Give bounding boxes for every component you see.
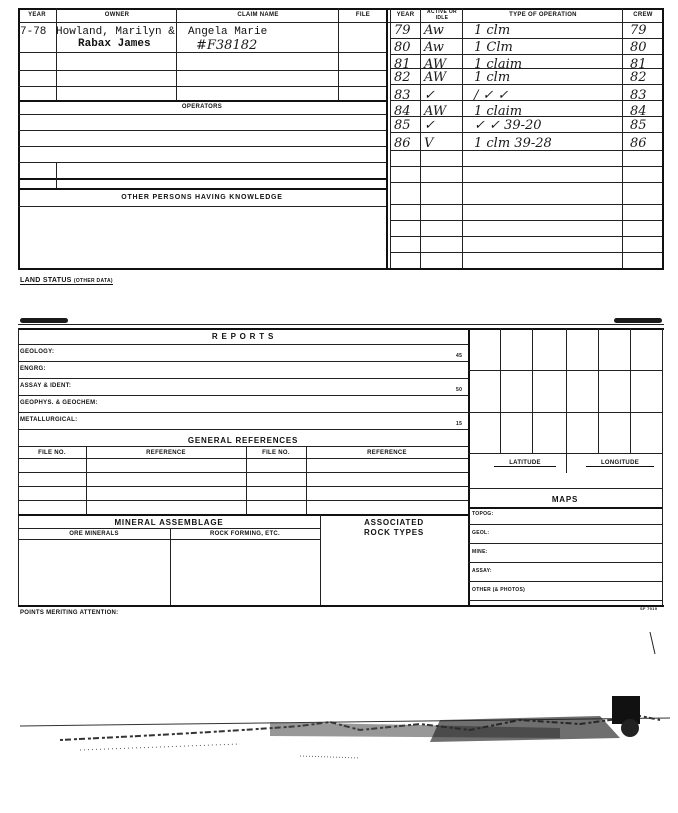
report-row-line xyxy=(18,429,468,430)
row-line-1 xyxy=(18,52,386,53)
reports-title: R E P O R T S xyxy=(211,332,275,341)
ops-row-line-1 xyxy=(390,38,662,39)
map-row-line xyxy=(468,581,662,582)
report-row-label: GEOLOGY: xyxy=(20,349,55,355)
right-panel-edge xyxy=(662,328,663,606)
map-row-line xyxy=(468,524,662,525)
header-file: FILE xyxy=(355,12,371,18)
ops-row-line-11 xyxy=(390,204,662,205)
operation-crew: 82 xyxy=(630,70,647,85)
gen-ref-header-file-1: FILE NO. xyxy=(38,450,66,456)
operation-status: V xyxy=(424,136,434,151)
top-bottom-border xyxy=(18,268,664,270)
operation-type: 1 clm xyxy=(474,23,511,38)
header-claim-name: CLAIM NAME xyxy=(237,12,279,18)
report-row-line xyxy=(18,361,468,362)
binding-mark-right xyxy=(614,318,662,323)
operation-crew: 83 xyxy=(630,88,647,103)
report-row-line xyxy=(18,395,468,396)
row-line-3 xyxy=(18,86,386,87)
grid-row-2 xyxy=(468,412,662,413)
operation-year: 84 xyxy=(394,104,411,119)
operators-line-1 xyxy=(18,114,386,115)
operation-status: AW xyxy=(424,70,447,85)
row-line-2 xyxy=(18,70,386,71)
other-persons-line xyxy=(18,206,386,207)
operation-status: ✓ xyxy=(424,118,435,133)
operation-status: ✓ xyxy=(424,88,435,103)
reports-title-line xyxy=(18,344,468,345)
report-row-label: ENGRG: xyxy=(20,366,46,372)
right-border xyxy=(662,8,664,270)
operators-line-5 xyxy=(18,178,386,180)
report-row-label: METALLURGICAL: xyxy=(20,417,78,423)
report-row-code: 45 xyxy=(456,353,463,359)
grid-row-3 xyxy=(468,453,662,454)
other-persons-label: OTHER PERSONS HAVING KNOWLEDGE xyxy=(121,194,283,201)
reports-top-border xyxy=(18,328,664,330)
header-year: YEAR xyxy=(28,12,46,18)
latlong-line xyxy=(468,488,662,489)
entry-year: 7-78 xyxy=(20,26,47,38)
grid-col-1 xyxy=(500,328,501,453)
map-row-line xyxy=(468,543,662,544)
points-meriting-attention-label: POINTS MERITING ATTENTION: xyxy=(20,610,119,616)
gen-ref-header-reference-2: REFERENCE xyxy=(367,450,407,456)
operators-line-6 xyxy=(18,188,386,190)
top-border xyxy=(18,8,664,10)
entry-owner-line1: Howland, Marilyn & xyxy=(56,26,175,38)
mineral-assemblage-title: MINERAL ASSEMBLAGE xyxy=(114,518,224,527)
grid-col-5 xyxy=(630,328,631,453)
header-owner: OWNER xyxy=(104,12,130,18)
col-divider-crew xyxy=(622,8,623,270)
map-row-label: TOPOG: xyxy=(472,511,494,517)
bottom-border xyxy=(18,605,664,607)
rock-forming-header: ROCK FORMING, ETC. xyxy=(209,531,281,537)
report-row-code: 15 xyxy=(456,421,463,427)
header-crew: CREW xyxy=(633,12,653,18)
grid-col-3 xyxy=(566,328,567,453)
operation-crew: 80 xyxy=(630,40,647,55)
map-row-line xyxy=(468,562,662,563)
binding-line xyxy=(18,324,664,325)
grid-col-4 xyxy=(598,328,599,453)
operation-type: / ✓ ✓ xyxy=(474,88,509,103)
operation-type: 1 clm xyxy=(474,70,511,85)
operators-label: OPERATORS xyxy=(181,104,223,110)
operators-line-3 xyxy=(18,146,386,147)
col-divider-type xyxy=(462,8,463,270)
land-status-label xyxy=(20,277,113,285)
col-divider-active xyxy=(420,8,421,270)
latlong-divider xyxy=(566,453,567,473)
operation-crew: 86 xyxy=(630,136,647,151)
gen-ref-col-3 xyxy=(306,446,307,514)
ops-row-line-14 xyxy=(390,252,662,253)
ops-row-line-13 xyxy=(390,236,662,237)
operation-year: 79 xyxy=(394,23,411,38)
gen-ref-col-1 xyxy=(86,446,87,514)
top-card-section xyxy=(18,8,664,270)
operation-year: 82 xyxy=(394,70,411,85)
operation-year: 80 xyxy=(394,40,411,55)
land-status-text: LAND STATUS xyxy=(20,277,72,284)
operation-year: 81 xyxy=(394,57,411,72)
associated-label: ASSOCIATED xyxy=(364,518,424,527)
operation-status: Aw xyxy=(424,23,444,38)
gen-ref-header-reference-1: REFERENCE xyxy=(146,450,186,456)
operation-year: 86 xyxy=(394,136,411,151)
bottom-card-section xyxy=(18,318,664,608)
map-row-label: ASSAY: xyxy=(472,568,492,574)
operation-year: 83 xyxy=(394,88,411,103)
rock-types-label: ROCK TYPES xyxy=(363,528,424,537)
ops-row-line-9 xyxy=(390,166,662,167)
report-row-code: 50 xyxy=(456,387,463,393)
ops-row-line-10 xyxy=(390,182,662,183)
operation-crew: 85 xyxy=(630,118,647,133)
operation-status: Aw xyxy=(424,40,444,55)
land-status-subtext: (OTHER DATA) xyxy=(73,278,113,284)
map-row-line xyxy=(468,600,662,601)
operation-crew: 79 xyxy=(630,23,647,38)
form-code: SF 7919 xyxy=(640,606,658,611)
header-row-divider xyxy=(18,22,664,23)
gen-ref-col-2 xyxy=(246,446,247,514)
reports-left-border xyxy=(18,328,19,606)
report-row-line xyxy=(18,412,468,413)
operation-type: ✓ ✓ 39-20 xyxy=(474,118,542,133)
map-row-label: OTHER (& PHOTOS) xyxy=(472,587,526,593)
operation-year: 85 xyxy=(394,118,411,133)
ore-minerals-header: ORE MINERALS xyxy=(69,531,119,537)
col-divider-ops xyxy=(386,8,388,270)
operation-crew: 84 xyxy=(630,104,647,119)
entry-owner-line2: Rabax James xyxy=(78,38,151,50)
operation-type: 1 claim xyxy=(474,104,523,119)
report-row-line xyxy=(18,378,468,379)
report-row-label: ASSAY & IDENT: xyxy=(20,383,72,389)
latitude-label: LATITUDE xyxy=(494,460,556,467)
operators-line-4 xyxy=(18,162,386,163)
gen-ref-header-file-2: FILE NO. xyxy=(262,450,290,456)
scan-artifacts xyxy=(0,620,678,810)
maps-title-line xyxy=(468,507,662,509)
operators-line-2 xyxy=(18,130,386,131)
gen-ref-bottom xyxy=(18,514,468,516)
grid-col-2 xyxy=(532,328,533,453)
operation-type: 1 Clm xyxy=(474,40,513,55)
ops-row-line-12 xyxy=(390,220,662,221)
header-active-idle: ACTIVE OR IDLE xyxy=(427,9,457,21)
header-year-ops: YEAR xyxy=(396,12,415,18)
general-references-title: GENERAL REFERENCES xyxy=(187,436,299,445)
operation-type: 1 claim xyxy=(474,57,523,72)
report-row-label: GEOPHYS. & GEOCHEM: xyxy=(20,400,98,406)
operation-status: AW xyxy=(424,57,447,72)
left-border xyxy=(18,8,20,270)
operation-type: 1 clm 39-28 xyxy=(474,136,552,151)
entry-claim-number: #F38182 xyxy=(196,38,258,53)
mineral-col-1 xyxy=(170,528,171,606)
operation-crew: 81 xyxy=(630,57,647,72)
mineral-title-line xyxy=(18,528,320,529)
row-line-4 xyxy=(18,100,386,102)
grid-row-1 xyxy=(468,370,662,371)
maps-title: MAPS xyxy=(551,495,579,504)
operators-col xyxy=(56,162,57,188)
header-type-of-operation: TYPE OF OPERATION xyxy=(509,12,577,18)
map-row-label: GEOL: xyxy=(472,530,490,536)
binding-mark-left xyxy=(20,318,68,323)
map-row-label: MINE: xyxy=(472,549,488,555)
mineral-header-line xyxy=(18,539,320,540)
col-divider-ops2 xyxy=(390,8,391,270)
longitude-label: LONGITUDE xyxy=(586,460,654,467)
operation-status: AW xyxy=(424,104,447,119)
entry-claim-name: Angela Marie xyxy=(188,26,268,38)
